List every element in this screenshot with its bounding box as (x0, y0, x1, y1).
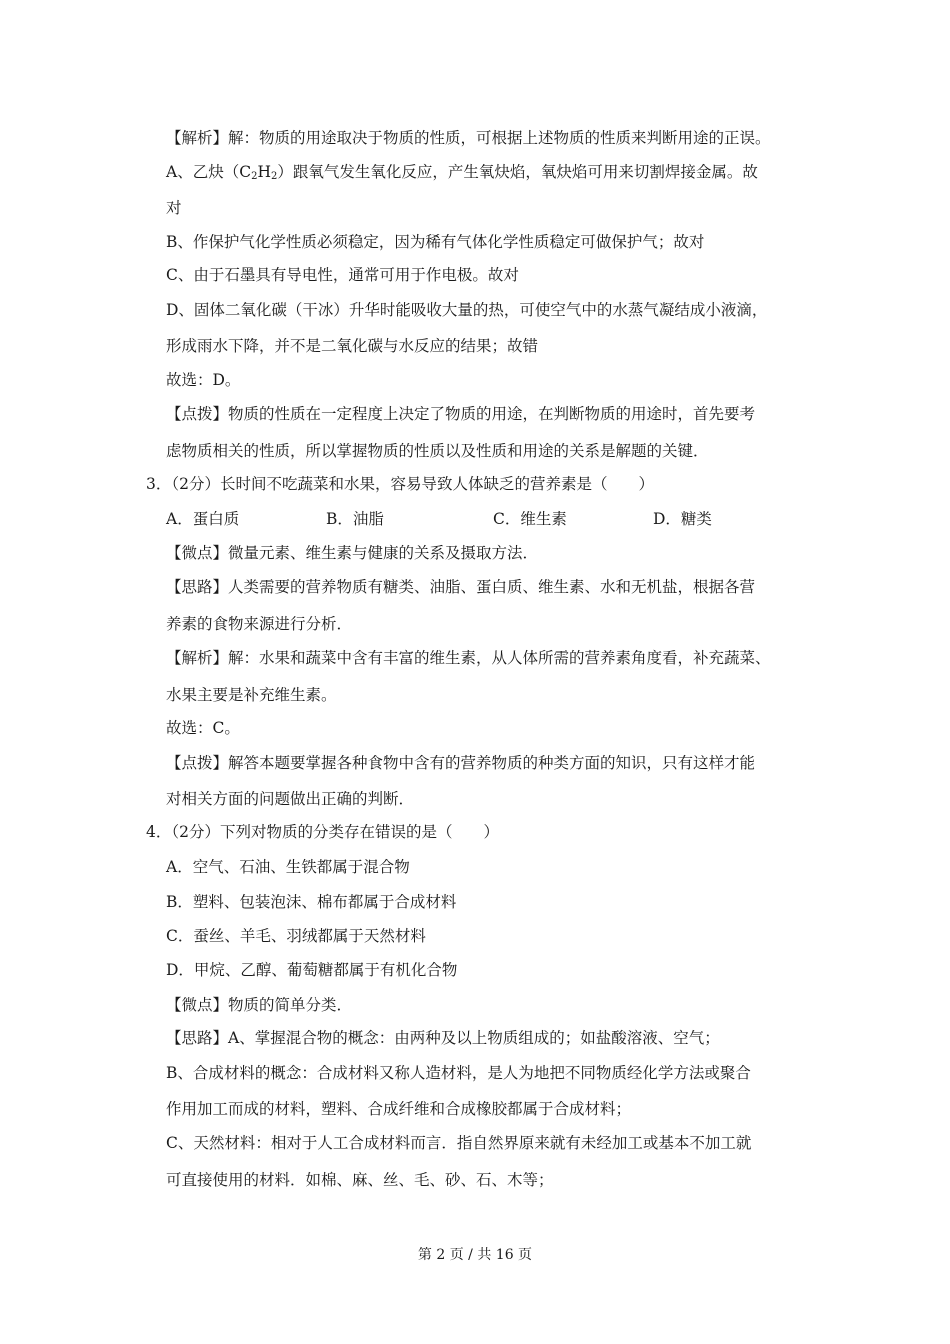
question-3-options (166, 509, 712, 529)
text-line: 水果主要是补充维生素。 (166, 686, 337, 704)
approach-line: 【思路】人类需要的营养物质有糖类、油脂、蛋白质、维生素、水和无机盐，根据各营 (166, 578, 756, 596)
keypoint-line: 【微点】微量元素、维生素与健康的关系及摄取方法． (166, 544, 539, 562)
question-3: 3．（2分）长时间不吃蔬菜和水果，容易导致人体缺乏的营养素是（ ） (146, 475, 654, 493)
text-line: B、合成材料的概念：合成材料又称人造材料，是人为地把不同物质经化学方法或聚合 (166, 1064, 751, 1082)
option-c: C．维生素 (493, 510, 567, 528)
text-line: 虑物质相关的性质，所以掌握物质的性质以及性质和用途的关系是解题的关键． (166, 442, 709, 460)
approach-line: 【思路】A、掌握混合物的概念：由两种及以上物质组成的；如盐酸溶液、空气； (166, 1029, 720, 1047)
option-d: D．甲烷、乙醇、葡萄糖都属于有机化合物 (166, 961, 458, 979)
option-d-analysis: D、固体二氧化碳（干冰）升华时能吸收大量的热，可使空气中的水蒸气凝结成小液滴， (166, 301, 768, 319)
text-line: 形成雨水下降，并不是二氧化碳与水反应的结果；故错 (166, 337, 539, 355)
tip-line: 【点拨】解答本题要掌握各种食物中含有的营养物质的种类方面的知识，只有这样才能 (166, 754, 756, 772)
subscript: 2 (251, 171, 258, 182)
analysis-line: 【解析】解：水果和蔬菜中含有丰富的维生素，从人体所需的营养素角度看，补充蔬菜、 (166, 649, 771, 667)
answer-line: 故选：D。 (166, 371, 241, 389)
text-line: 对相关方面的问题做出正确的判断． (166, 790, 415, 808)
option-a: A．空气、石油、生铁都属于混合物 (166, 858, 410, 876)
text-part: A、乙炔（C (166, 163, 252, 181)
text-part: ）跟氧气发生氧化反应，产生氧炔焰，氧炔焰可用来切割焊接金属。故 (277, 163, 758, 181)
tip-line: 【点拨】物质的性质在一定程度上决定了物质的用途，在判断物质的用途时，首先要考 (166, 405, 756, 423)
option-a: A．蛋白质 (166, 510, 240, 528)
text-line: 对 (166, 199, 182, 217)
text-line: C、天然材料：相对于人工合成材料而言．指自然界原来就有未经加工或基本不加工就 (166, 1134, 752, 1152)
option-c: C．蚕丝、羊毛、羽绒都属于天然材料 (166, 927, 426, 945)
option-b-analysis: B、作保护气化学性质必须稳定，因为稀有气体化学性质稳定可做保护气；故对 (166, 233, 705, 251)
question-4: 4．（2分）下列对物质的分类存在错误的是（ ） (146, 823, 499, 841)
option-d: D．糖类 (653, 510, 712, 528)
text-part: H (257, 163, 271, 181)
page-footer: 第 2 页 / 共 16 页 (417, 1247, 533, 1263)
option-a-analysis (166, 162, 758, 182)
answer-line: 故选：C。 (166, 719, 240, 737)
option-b: B．油脂 (326, 510, 384, 528)
option-b: B．塑料、包装泡沫、棉布都属于合成材料 (166, 893, 457, 911)
text-line: 作用加工而成的材料，塑料、合成纤维和合成橡胶都属于合成材料； (166, 1100, 632, 1118)
text-line: 养素的食物来源进行分析． (166, 615, 353, 633)
option-c-analysis: C、由于石墨具有导电性，通常可用于作电极。故对 (166, 266, 519, 284)
text-line: 可直接使用的材料．如棉、麻、丝、毛、砂、石、木等； (166, 1171, 554, 1189)
analysis-line: 【解析】解：物质的用途取决于物质的性质，可根据上述物质的性质来判断用途的正误。 (166, 129, 771, 147)
subscript: 2 (270, 171, 278, 182)
keypoint-line: 【微点】物质的简单分类． (166, 996, 353, 1014)
